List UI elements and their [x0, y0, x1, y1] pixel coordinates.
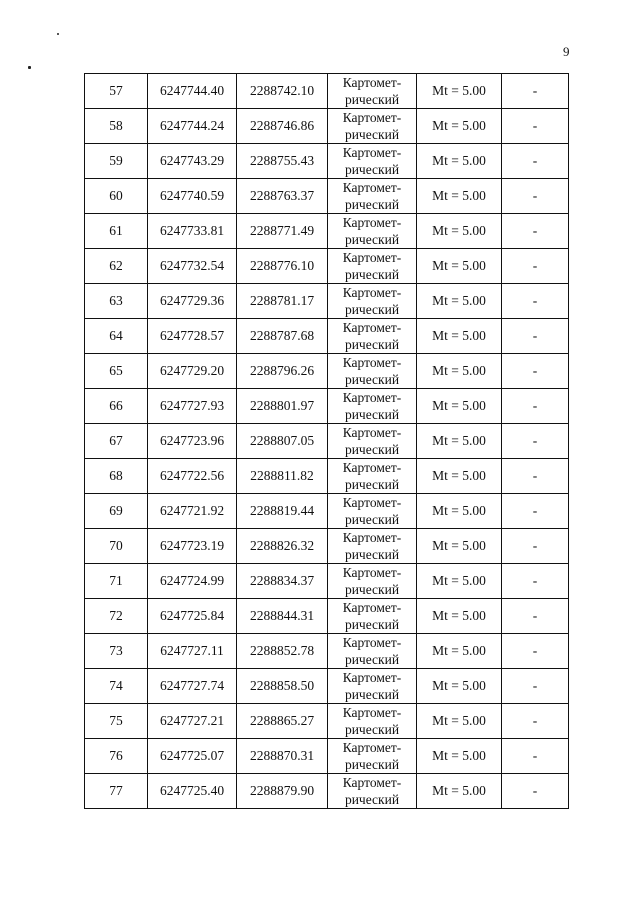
method-cell [328, 494, 417, 529]
point-number-cell: 60 [85, 179, 148, 214]
precision-cell: Mt = 5.00 [417, 144, 502, 179]
table-row [85, 109, 569, 144]
y-coordinate-cell: 2288763.37 [237, 179, 328, 214]
method-cell [328, 669, 417, 704]
method-line-1: Картомет- [342, 285, 402, 300]
method-line-1: Картомет- [342, 390, 402, 405]
point-number-cell: 59 [85, 144, 148, 179]
point-number-cell: 74 [85, 669, 148, 704]
x-coordinate-cell: 6247721.92 [148, 494, 237, 529]
y-coordinate-cell: 2288870.31 [237, 739, 328, 774]
point-number-cell: 72 [85, 599, 148, 634]
x-coordinate-cell: 6247732.54 [148, 249, 237, 284]
description-cell: - [502, 494, 569, 529]
method-cell [328, 704, 417, 739]
x-coordinate-cell: 6247728.57 [148, 319, 237, 354]
precision-cell: Mt = 5.00 [417, 669, 502, 704]
point-number-cell: 71 [85, 564, 148, 599]
y-coordinate-cell: 2288811.82 [237, 459, 328, 494]
table-row [85, 424, 569, 459]
method-cell [328, 564, 417, 599]
precision-cell: Mt = 5.00 [417, 284, 502, 319]
method-line-1: Картомет- [342, 670, 402, 685]
point-number-cell: 63 [85, 284, 148, 319]
method-cell [328, 74, 417, 109]
method-line-1: Картомет- [342, 565, 402, 580]
scan-speck [28, 66, 31, 69]
method-line-2: рический [344, 197, 400, 212]
point-number-cell: 62 [85, 249, 148, 284]
table-row [85, 669, 569, 704]
y-coordinate-cell: 2288796.26 [237, 354, 328, 389]
point-number-cell: 61 [85, 214, 148, 249]
method-cell [328, 529, 417, 564]
method-line-1: Картомет- [342, 110, 402, 125]
description-cell: - [502, 284, 569, 319]
table-row [85, 179, 569, 214]
scan-speck [57, 33, 59, 35]
y-coordinate-cell: 2288746.86 [237, 109, 328, 144]
description-cell: - [502, 249, 569, 284]
point-number-cell: 67 [85, 424, 148, 459]
x-coordinate-cell: 6247744.24 [148, 109, 237, 144]
description-cell: - [502, 319, 569, 354]
method-cell [328, 179, 417, 214]
point-number-cell: 58 [85, 109, 148, 144]
precision-cell: Mt = 5.00 [417, 704, 502, 739]
method-line-2: рический [344, 477, 400, 492]
point-number-cell: 70 [85, 529, 148, 564]
y-coordinate-cell: 2288807.05 [237, 424, 328, 459]
precision-cell: Mt = 5.00 [417, 214, 502, 249]
y-coordinate-cell: 2288755.43 [237, 144, 328, 179]
precision-cell: Mt = 5.00 [417, 319, 502, 354]
method-cell [328, 739, 417, 774]
point-number-cell: 77 [85, 774, 148, 809]
table-row [85, 389, 569, 424]
table-row [85, 319, 569, 354]
method-line-1: Картомет- [342, 75, 402, 90]
point-number-cell: 57 [85, 74, 148, 109]
method-line-2: рический [344, 337, 400, 352]
y-coordinate-cell: 2288834.37 [237, 564, 328, 599]
table-row [85, 459, 569, 494]
method-line-2: рический [344, 722, 400, 737]
method-line-1: Картомет- [342, 775, 402, 790]
precision-cell: Mt = 5.00 [417, 739, 502, 774]
method-line-2: рический [344, 582, 400, 597]
precision-cell: Mt = 5.00 [417, 249, 502, 284]
precision-cell: Mt = 5.00 [417, 564, 502, 599]
description-cell: - [502, 74, 569, 109]
description-cell: - [502, 774, 569, 809]
table-row [85, 74, 569, 109]
x-coordinate-cell: 6247727.74 [148, 669, 237, 704]
y-coordinate-cell: 2288819.44 [237, 494, 328, 529]
method-line-2: рический [344, 442, 400, 457]
y-coordinate-cell: 2288742.10 [237, 74, 328, 109]
point-number-cell: 76 [85, 739, 148, 774]
method-cell [328, 774, 417, 809]
description-cell: - [502, 599, 569, 634]
description-cell: - [502, 109, 569, 144]
precision-cell: Mt = 5.00 [417, 529, 502, 564]
table-row [85, 739, 569, 774]
method-line-1: Картомет- [342, 215, 402, 230]
coordinates-table-body [85, 74, 569, 809]
precision-cell: Mt = 5.00 [417, 389, 502, 424]
table-row [85, 774, 569, 809]
x-coordinate-cell: 6247725.40 [148, 774, 237, 809]
method-line-1: Картомет- [342, 495, 402, 510]
description-cell: - [502, 389, 569, 424]
description-cell: - [502, 459, 569, 494]
x-coordinate-cell: 6247743.29 [148, 144, 237, 179]
method-cell [328, 319, 417, 354]
x-coordinate-cell: 6247723.19 [148, 529, 237, 564]
x-coordinate-cell: 6247725.84 [148, 599, 237, 634]
precision-cell: Mt = 5.00 [417, 109, 502, 144]
y-coordinate-cell: 2288844.31 [237, 599, 328, 634]
coordinates-table [84, 73, 569, 809]
method-line-2: рический [344, 127, 400, 142]
y-coordinate-cell: 2288858.50 [237, 669, 328, 704]
y-coordinate-cell: 2288787.68 [237, 319, 328, 354]
table-row [85, 214, 569, 249]
method-line-1: Картомет- [342, 460, 402, 475]
method-line-2: рический [344, 92, 400, 107]
y-coordinate-cell: 2288852.78 [237, 634, 328, 669]
point-number-cell: 64 [85, 319, 148, 354]
description-cell: - [502, 354, 569, 389]
method-cell [328, 599, 417, 634]
description-cell: - [502, 424, 569, 459]
method-line-1: Картомет- [342, 320, 402, 335]
x-coordinate-cell: 6247727.93 [148, 389, 237, 424]
table-row [85, 494, 569, 529]
page-number: 9 [563, 44, 570, 59]
method-cell [328, 424, 417, 459]
table-row [85, 144, 569, 179]
description-cell: - [502, 144, 569, 179]
point-number-cell: 73 [85, 634, 148, 669]
method-line-1: Картомет- [342, 355, 402, 370]
method-line-1: Картомет- [342, 600, 402, 615]
x-coordinate-cell: 6247727.11 [148, 634, 237, 669]
method-line-2: рический [344, 372, 400, 387]
table-row [85, 704, 569, 739]
method-cell [328, 144, 417, 179]
method-cell [328, 109, 417, 144]
method-line-2: рический [344, 687, 400, 702]
method-line-1: Картомет- [342, 145, 402, 160]
method-line-2: рический [344, 162, 400, 177]
method-line-1: Картомет- [342, 250, 402, 265]
method-line-1: Картомет- [342, 530, 402, 545]
method-cell [328, 214, 417, 249]
y-coordinate-cell: 2288879.90 [237, 774, 328, 809]
description-cell: - [502, 739, 569, 774]
method-line-2: рический [344, 232, 400, 247]
method-line-1: Картомет- [342, 705, 402, 720]
method-line-2: рический [344, 757, 400, 772]
precision-cell: Mt = 5.00 [417, 494, 502, 529]
method-cell [328, 354, 417, 389]
table-row [85, 249, 569, 284]
x-coordinate-cell: 6247722.56 [148, 459, 237, 494]
method-line-2: рический [344, 302, 400, 317]
y-coordinate-cell: 2288826.32 [237, 529, 328, 564]
method-line-1: Картомет- [342, 635, 402, 650]
method-cell [328, 459, 417, 494]
x-coordinate-cell: 6247727.21 [148, 704, 237, 739]
point-number-cell: 69 [85, 494, 148, 529]
method-line-1: Картомет- [342, 425, 402, 440]
method-line-2: рический [344, 652, 400, 667]
description-cell: - [502, 214, 569, 249]
precision-cell: Mt = 5.00 [417, 74, 502, 109]
y-coordinate-cell: 2288865.27 [237, 704, 328, 739]
method-cell [328, 634, 417, 669]
precision-cell: Mt = 5.00 [417, 179, 502, 214]
precision-cell: Mt = 5.00 [417, 634, 502, 669]
x-coordinate-cell: 6247723.96 [148, 424, 237, 459]
precision-cell: Mt = 5.00 [417, 599, 502, 634]
table-row [85, 284, 569, 319]
precision-cell: Mt = 5.00 [417, 459, 502, 494]
point-number-cell: 68 [85, 459, 148, 494]
table-row [85, 634, 569, 669]
method-cell [328, 284, 417, 319]
description-cell: - [502, 529, 569, 564]
y-coordinate-cell: 2288781.17 [237, 284, 328, 319]
method-cell [328, 389, 417, 424]
description-cell: - [502, 669, 569, 704]
x-coordinate-cell: 6247744.40 [148, 74, 237, 109]
precision-cell: Mt = 5.00 [417, 354, 502, 389]
method-line-2: рический [344, 547, 400, 562]
description-cell: - [502, 564, 569, 599]
y-coordinate-cell: 2288801.97 [237, 389, 328, 424]
table-row [85, 354, 569, 389]
method-cell [328, 249, 417, 284]
y-coordinate-cell: 2288771.49 [237, 214, 328, 249]
table-row [85, 599, 569, 634]
table-row [85, 529, 569, 564]
point-number-cell: 66 [85, 389, 148, 424]
point-number-cell: 65 [85, 354, 148, 389]
x-coordinate-cell: 6247729.20 [148, 354, 237, 389]
method-line-2: рический [344, 512, 400, 527]
method-line-2: рический [344, 407, 400, 422]
x-coordinate-cell: 6247725.07 [148, 739, 237, 774]
method-line-2: рический [344, 617, 400, 632]
description-cell: - [502, 704, 569, 739]
description-cell: - [502, 179, 569, 214]
x-coordinate-cell: 6247724.99 [148, 564, 237, 599]
method-line-1: Картомет- [342, 740, 402, 755]
precision-cell: Mt = 5.00 [417, 424, 502, 459]
precision-cell: Mt = 5.00 [417, 774, 502, 809]
description-cell: - [502, 634, 569, 669]
point-number-cell: 75 [85, 704, 148, 739]
method-line-1: Картомет- [342, 180, 402, 195]
x-coordinate-cell: 6247729.36 [148, 284, 237, 319]
method-line-2: рический [344, 792, 400, 807]
table-row [85, 564, 569, 599]
x-coordinate-cell: 6247740.59 [148, 179, 237, 214]
method-line-2: рический [344, 267, 400, 282]
x-coordinate-cell: 6247733.81 [148, 214, 237, 249]
y-coordinate-cell: 2288776.10 [237, 249, 328, 284]
